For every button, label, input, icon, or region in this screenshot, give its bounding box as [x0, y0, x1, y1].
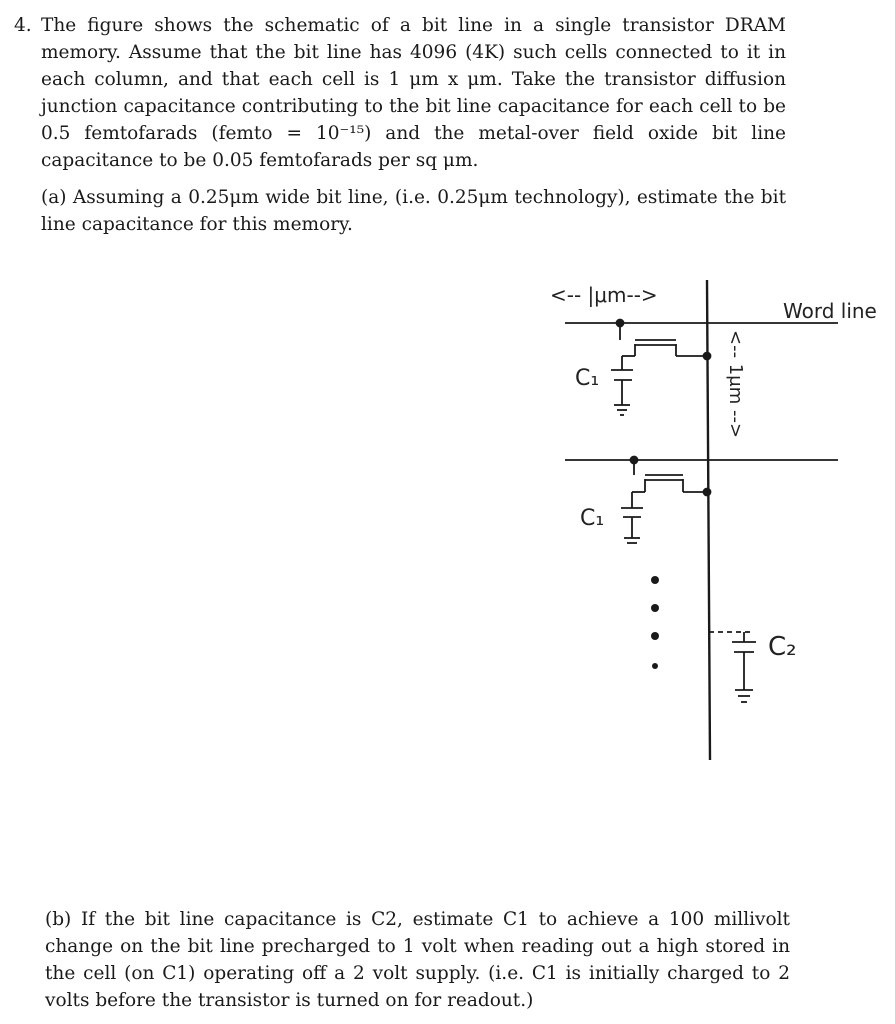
word-line-label: Word line	[783, 299, 877, 323]
cell-capacitor-2-label: C₁	[580, 506, 605, 531]
cell-transistor-1	[617, 320, 711, 371]
question-number: 4.	[14, 15, 32, 36]
cell-height-label: <-- 1μm -->	[725, 330, 746, 439]
question-part-b: (b) If the bit line capacitance is C2, estimate C1 to achieve a 100 millivolt change on the bit line precharged to 1 volt when reading out a high stored in the cell (on C1) operating off a 2 volt supply. (i.e. C1 is initially charged to 2 volts before the transistor is turned on for readout.)	[45, 909, 790, 1011]
cell-transistor-2	[631, 457, 711, 509]
bitline-capacitor-label: C₂	[768, 632, 797, 662]
cell-capacitor-1-label: C₁	[575, 366, 600, 391]
question-intro-text: The figure shows the schematic of a bit line in a single transistor DRAM memory. Assume that the bit line has 4096 (4K) such cells connected to it in each column, and that each cell is 1 μm x μm. Take the transistor diffusion junction capacitance contributing to the bit line capacitance for each cell to be 0.5 femtofarads (femto = 10⁻¹⁵) and the metal-over field oxide bit line capacitance to be 0.05 femtofarads per sq μm.	[41, 15, 786, 171]
bitline-capacitor	[709, 632, 756, 702]
continuation-dots	[651, 576, 659, 669]
cell-capacitor-2	[621, 508, 643, 543]
dram-bitline-schematic	[540, 270, 895, 770]
question-part-a: (a) Assuming a 0.25μm wide bit line, (i.e. 0.25μm technology), estimate the bit line capacitance for this memory.	[41, 187, 786, 235]
question-intro	[14, 12, 786, 174]
cell-width-label: <-- |μm-->	[550, 283, 658, 307]
cell-capacitor-1	[611, 370, 633, 415]
